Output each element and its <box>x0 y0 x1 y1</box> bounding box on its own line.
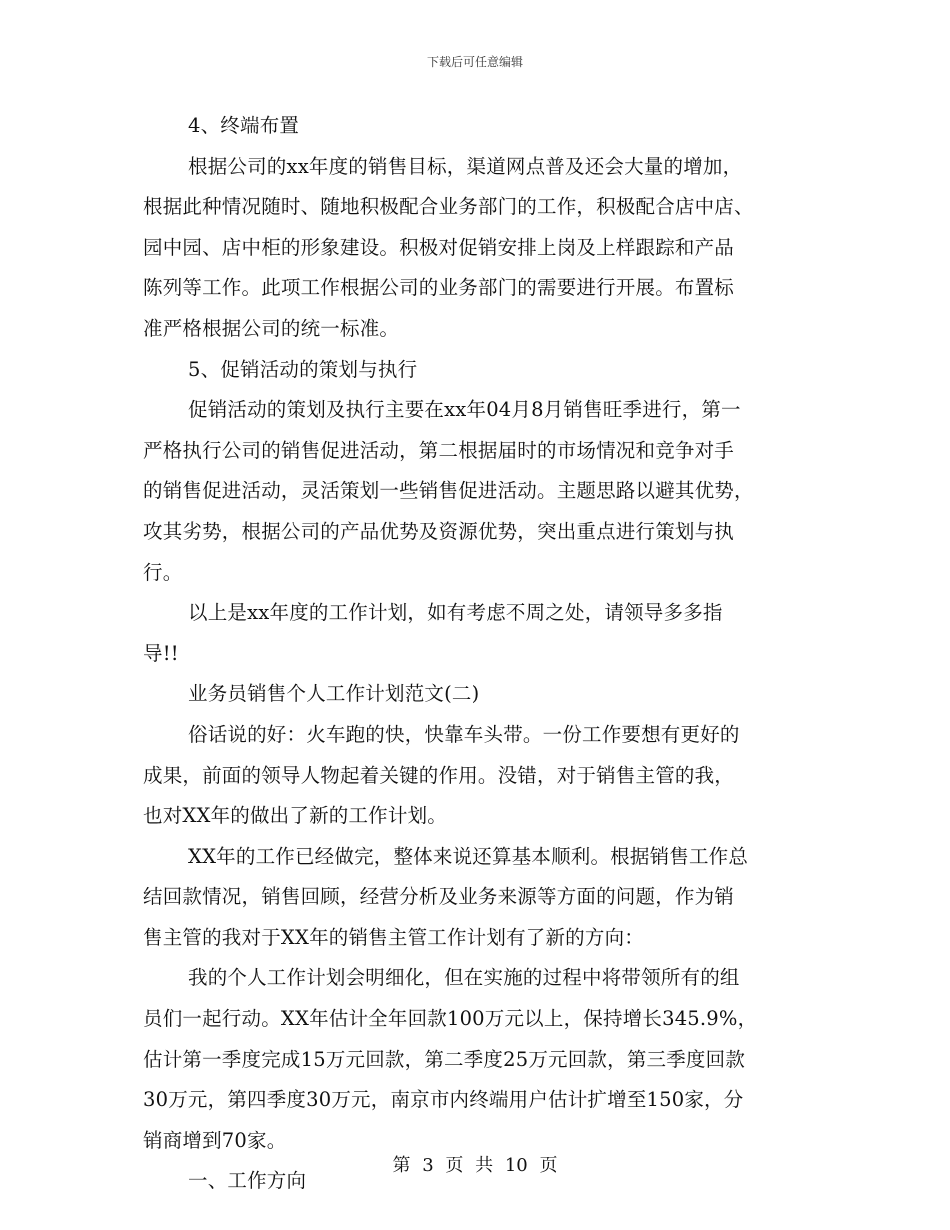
text-line: 陈列等工作。此项工作根据公司的业务部门的需要进行开展。布置标 <box>143 276 735 300</box>
text-line: 售主管的我对于XX年的销售主管工作计划有了新的方向： <box>143 925 644 949</box>
page-header-note: 下载后可任意编辑 <box>426 55 523 69</box>
text-line: XX年的工作已经做完，整体来说还算基本顺利。根据销售工作总 <box>188 844 749 868</box>
text-line: 行。 <box>143 560 183 584</box>
text-line: 促销活动的策划及执行主要在xx年04月8月销售旺季进行，第一 <box>188 398 741 422</box>
text-line: 以上是xx年度的工作计划，如有考虑不周之处，请领导多多指 <box>188 601 723 625</box>
text-line: 估计第一季度完成15万元回款，第二季度25万元回款，第三季度回款 <box>143 1047 746 1071</box>
text-line: 的销售促进活动，灵活策划一些销售促进活动。主题思路以避其优势， <box>143 479 754 503</box>
text-line: 也对XX年的做出了新的工作计划。 <box>143 804 447 828</box>
text-line: 俗话说的好：火车跑的快，快靠车头带。一份工作要想有更好的 <box>188 722 740 746</box>
page-number-footer: 第 3 页 共 10 页 <box>392 1155 558 1176</box>
text-line: 一、工作方向 <box>188 1169 307 1193</box>
text-line: 4、终端布置 <box>188 114 300 137</box>
text-line: 攻其劣势，根据公司的产品优势及资源优势，突出重点进行策划与执 <box>143 519 735 543</box>
text-line: 根据公司的xx年度的销售目标，渠道网点普及还会大量的增加， <box>188 154 743 178</box>
text-line: 业务员销售个人工作计划范文(二) <box>188 682 480 706</box>
text-line: 30万元，第四季度30万元，南京市内终端用户估计扩增至150家，分 <box>143 1088 744 1112</box>
text-line: 根据此种情况随时、随地积极配合业务部门的工作，积极配合店中店、 <box>143 195 754 219</box>
text-line: 我的个人工作计划会明细化，但在实施的过程中将带领所有的组 <box>188 966 740 990</box>
text-line: 园中园、店中柜的形象建设。积极对促销安排上岗及上样跟踪和产品 <box>143 235 735 259</box>
text-line: 成果，前面的领导人物起着关键的作用。没错，对于销售主管的我， <box>143 763 735 787</box>
text-line: 严格执行公司的销售促进活动，第二根据届时的市场情况和竞争对手 <box>143 438 735 462</box>
text-line: 5、促销活动的策划与执行 <box>188 357 418 381</box>
text-line: 准严格根据公司的统一标准。 <box>143 316 400 340</box>
document-body <box>143 106 813 1202</box>
text-line: 导!! <box>143 641 179 665</box>
text-line: 结回款情况，销售回顾，经营分析及业务来源等方面的问题，作为销 <box>143 885 735 909</box>
text-line: 员们一起行动。XX年估计全年回款100万元以上，保持增长345.9%， <box>143 1007 758 1031</box>
text-line: 销商增到70家。 <box>143 1128 287 1152</box>
